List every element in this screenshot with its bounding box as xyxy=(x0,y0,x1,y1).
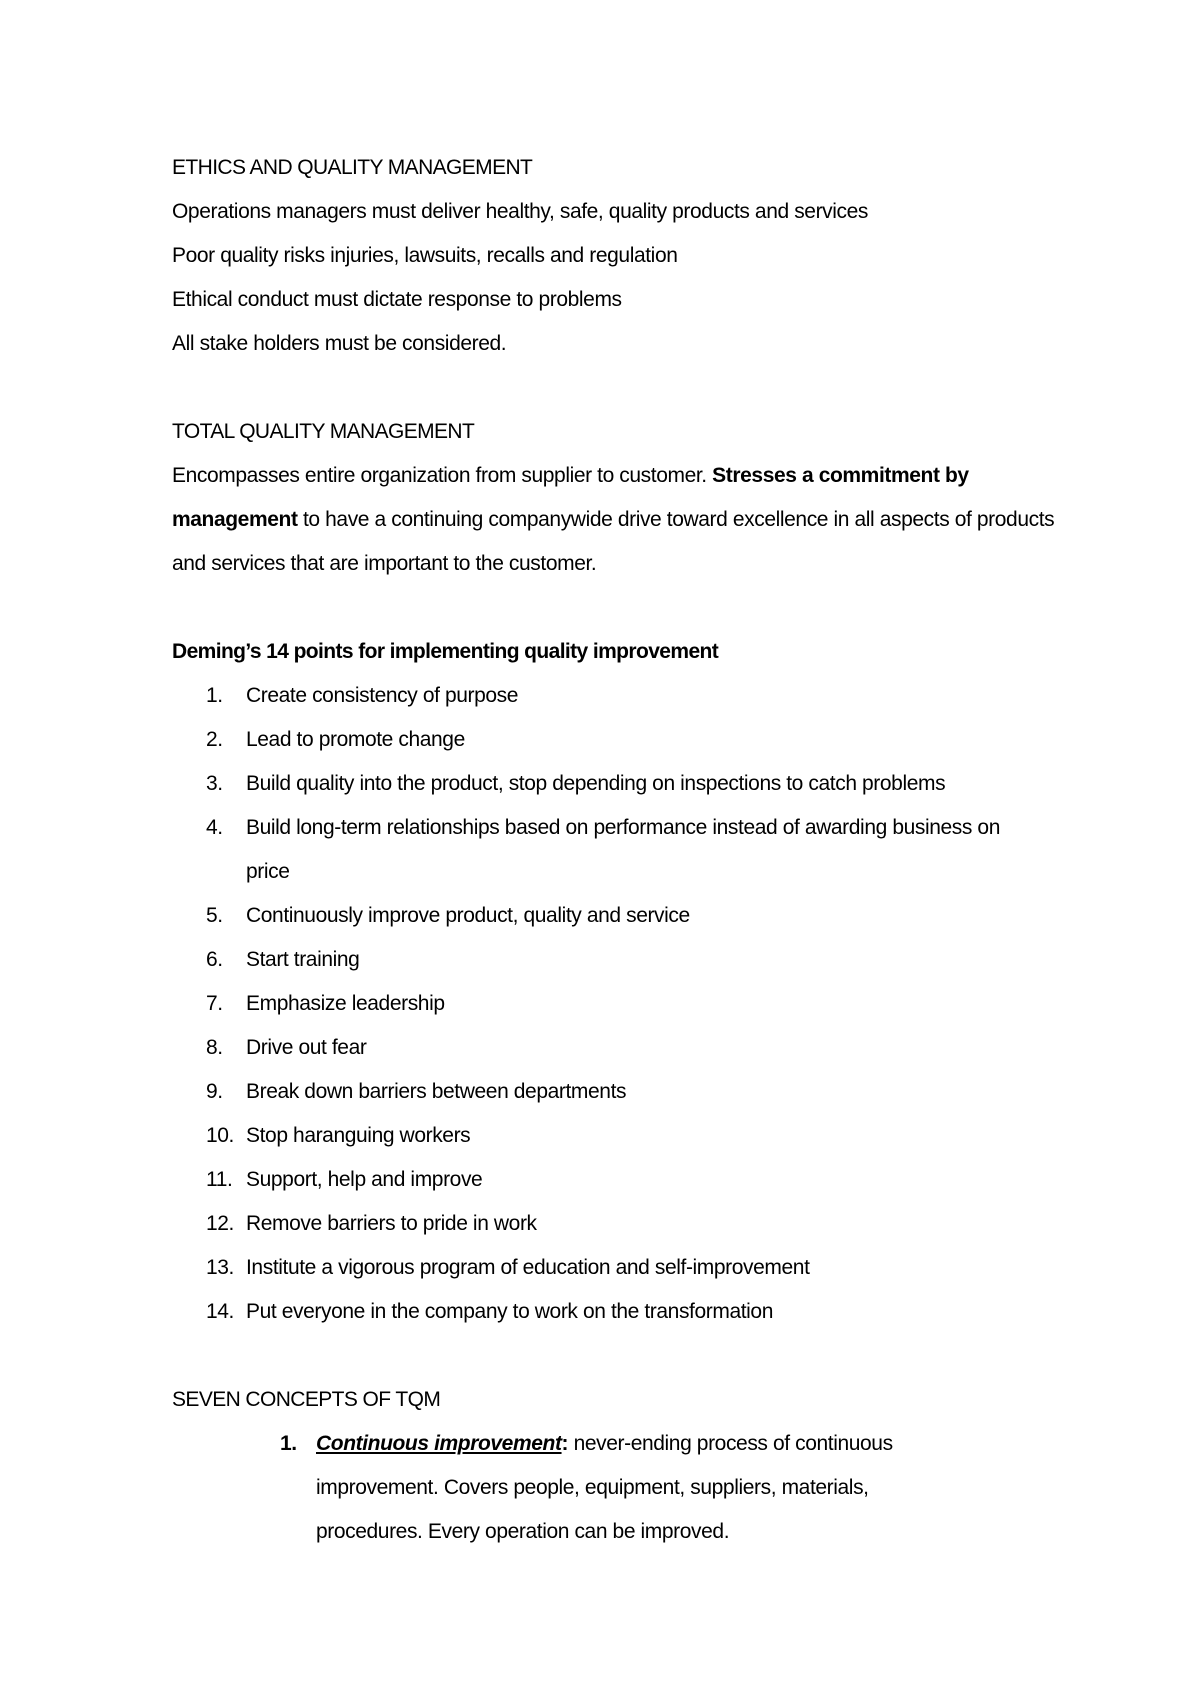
heading-ethics-quality: ETHICS AND QUALITY MANAGEMENT xyxy=(172,156,533,179)
list-item: 2. Lead to promote change xyxy=(206,728,465,751)
ethics-line-3: Ethical conduct must dictate response to problems xyxy=(172,288,622,311)
list-item: 3. Build quality into the product, stop depending on inspections to catch problems xyxy=(206,772,946,795)
list-item: 13. Institute a vigorous program of education and self-improvement xyxy=(206,1256,810,1279)
spacer xyxy=(172,1334,1072,1378)
list-item: 4. Build long-term relationships based on performance instead of awarding business on price xyxy=(206,816,1000,883)
spacer xyxy=(172,366,1072,410)
tqm-text-part2: to have a continuing companywide drive toward excellence in all aspects of products and services that are important to the customer. xyxy=(172,508,1055,575)
ethics-line-4: All stake holders must be considered. xyxy=(172,332,507,355)
concept-description: never-ending process of continuous improvement. Covers people, equipment, suppliers, materials, procedures. Every operation can be improved. xyxy=(316,1432,893,1543)
list-item: 7. Emphasize leadership xyxy=(206,992,445,1015)
list-item: 1. Continuous improvement: never-ending process of continuous improvement. Covers people, equipment, suppliers, materials, procedures. Every operation can be improved. xyxy=(280,1432,893,1543)
concept-term: Continuous improvement xyxy=(316,1432,562,1455)
list-item: 5. Continuously improve product, quality and service xyxy=(206,904,690,927)
heading-tqm: TOTAL QUALITY MANAGEMENT xyxy=(172,420,475,443)
tqm-paragraph xyxy=(172,454,1072,586)
list-item: 10. Stop haranguing workers xyxy=(206,1124,471,1147)
list-item: 8. Drive out fear xyxy=(206,1036,367,1059)
list-item: 9. Break down barriers between departments xyxy=(206,1080,627,1103)
ethics-line-2: Poor quality risks injuries, lawsuits, recalls and regulation xyxy=(172,244,678,267)
tqm-text-part1: Encompasses entire organization from supplier to customer. xyxy=(172,464,713,487)
spacer xyxy=(172,586,1072,630)
list-item: 6. Start training xyxy=(206,948,360,971)
tqm-text-bold: Stresses a commitment by management xyxy=(172,464,969,531)
list-item: 11. Support, help and improve xyxy=(206,1168,483,1191)
ethics-line-1: Operations managers must deliver healthy, safe, quality products and services xyxy=(172,200,869,223)
deming-points-list xyxy=(172,674,1072,1334)
tqm-concepts-list xyxy=(172,1422,1072,1554)
heading-deming: Deming’s 14 points for implementing quality improvement xyxy=(172,640,719,663)
list-item: 1. Create consistency of purpose xyxy=(206,684,519,707)
document-body xyxy=(172,146,1072,1554)
heading-seven-concepts: SEVEN CONCEPTS OF TQM xyxy=(172,1388,441,1411)
list-item: 14. Put everyone in the company to work on the transformation xyxy=(206,1300,773,1323)
list-item: 12. Remove barriers to pride in work xyxy=(206,1212,537,1235)
